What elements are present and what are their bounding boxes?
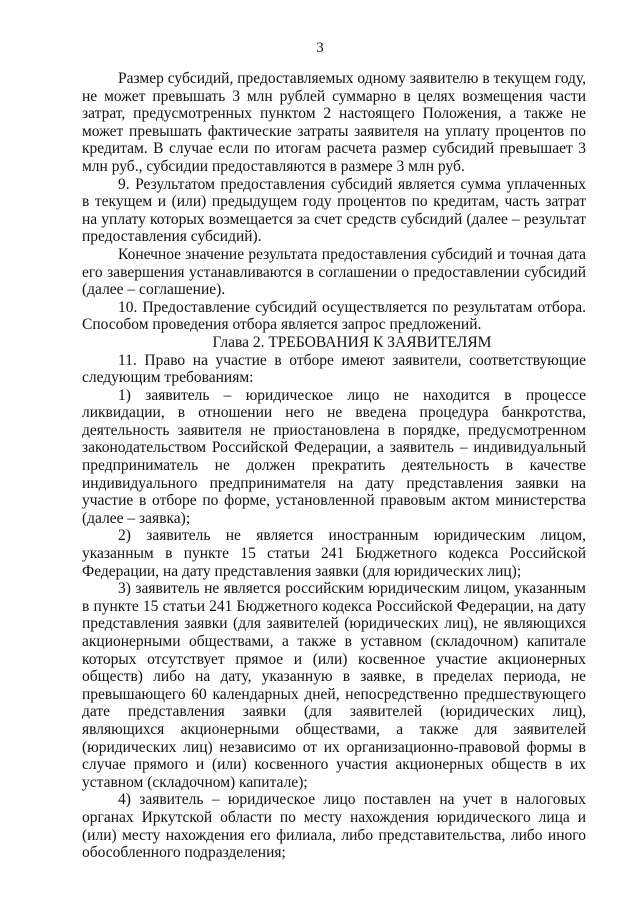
document-body [82,70,586,862]
requirement-4: 4) заявитель – юридическое лицо поставлен на учет в налоговых органах Иркутской области по месту нахождения юридического лица и (или) месту нахождения его филиала, либо представительства, либо иного обособленного подразделения; [82,791,586,862]
paragraph-subsidy-size: Размер субсидий, предоставляемых одному заявителю в текущем году, не может превышать 3 млн рублей суммарно в целях возмещения части затрат, предусмотренных пунктом 2 настоящего Положения, а также не может превышать фактические затраты заявителя на уплату процентов по кредитам. В случае если по итогам расчета размер субсидий превышает 3 млн руб., субсидии предоставляются в размере 3 млн руб. [82,70,586,175]
page-number: 3 [316,40,324,56]
requirement-3: 3) заявитель не является российским юридическим лицом, указанным в пункте 15 статьи 241 Бюджетного кодекса Российской Федерации, на дату представления заявки (для заявителей (юридических лиц), не являющихся акционерными обществами, а также в уставном (складочном) капитале которых отсутствует прямое и (или) косвенное участие акционерных обществ) либо на дату, указанную в заявке, в пределах периода, не превышающего 60 календарных дней, непосредственно предшествующего дате представления заявки (для заявителей (юридических лиц), являющихся акционерными обществами, а также для заявителей (юридических лиц) независимо от их организационно-правовой формы в случае прямого и (или) косвенного участия акционерных обществ в их уставном (складочном) капитале); [82,580,586,791]
paragraph-item-9: 9. Результатом предоставления субсидий является сумма уплаченных в текущем и (или) предыдущем году процентов по кредитам, часть затрат на уплату которых возмещается за счет средств субсидий (далее – результат предоставления субсидий). [82,175,586,246]
paragraph-item-11: 11. Право на участие в отборе имеют заявители, соответствующие следующим требованиям: [82,351,586,387]
requirement-1: 1) заявитель – юридическое лицо не находится в процессе ликвидации, в отношении него не введена процедура банкротства, деятельность заявителя не приостановлена в порядке, предусмотренном законодательством Российской Федерации, а заявитель – индивидуальный предприниматель не должен прекратить деятельность в качестве индивидуального предпринимателя на дату представления заявки на участие в отборе по форме, установленной правовым актом министерства (далее – заявка); [82,386,586,527]
requirement-2: 2) заявитель не является иностранным юридическим лицом, указанным в пункте 15 статьи 241 Бюджетного кодекса Российской Федерации, на дату представления заявки (для юридических лиц); [82,527,586,580]
chapter-heading: Глава 2. ТРЕБОВАНИЯ К ЗАЯВИТЕЛЯМ [212,333,492,351]
paragraph-final-value: Конечное значение результата предоставления субсидий и точная дата его завершения устанавливаются в соглашении о предоставлении субсидий (далее – соглашение). [82,245,586,299]
paragraph-item-10: 10. Предоставление субсидий осуществляется по результатам отбора. Способом проведения отбора является запрос предложений. [82,298,586,334]
